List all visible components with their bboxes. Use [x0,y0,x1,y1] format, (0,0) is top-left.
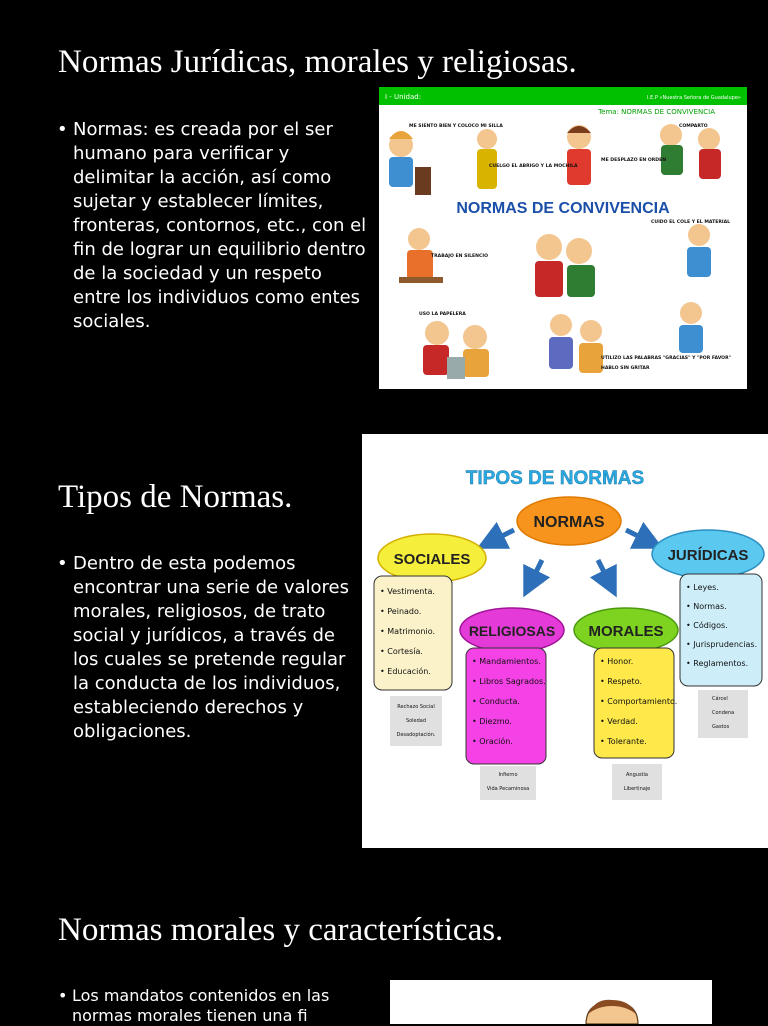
religiosas-item: Libros Sagrados. [479,677,546,686]
child-head-icon [586,1000,638,1024]
slide-2-bullet-text: Dentro de esta podemos encontrar una serie de valores morales, religiosos, de trato social y jurídicos, a través de los cuales se pretende regular la conducta de los individuos, estableciendo derechos y obligaciones. [73,553,350,742]
svg-text:• Matrimonio.: • Matrimonio. [380,627,435,636]
sociales-item: Peinado. [387,607,422,616]
arrow-sociales [490,530,514,542]
morales-item: Tolerante. [607,737,647,746]
sociales-label: SOCIALES [393,551,471,568]
normas-convivencia-illustration [379,87,747,389]
caption-9: UTILIZO LAS PALABRAS "GRACIAS" Y "POR FAVOR" [601,356,732,361]
normas-root-label: NORMAS [533,514,605,531]
sociales-consequence: Soledad [405,718,427,724]
caption-2: CUELGO EL ABRIGO Y LA MOCHILA [489,164,578,169]
sociales-item: Vestimenta. [387,587,435,596]
morales-item: Respeto. [607,677,642,686]
slide-1-bullet [57,118,371,334]
svg-text:• Reglamentos.: • Reglamentos. [686,659,749,668]
caption-4: COMPARTO [679,124,708,129]
slide-2-title: Tipos de Normas. [58,479,293,515]
sociales-consequence: Desadoptación. [396,732,436,738]
svg-text:• Conducta.: • Conducta. [472,697,520,706]
caption-7: USO LA PAPELERA [419,312,466,317]
morales-item: Verdad. [607,717,638,726]
child-figure-2 [477,129,497,189]
child-figure-7 [687,224,711,277]
slide-3-bullet-line-1: Los mandatos contenidos en las [72,986,330,1005]
religiosas-item: Mandamientos. [479,657,541,666]
convivencia-heading: NORMAS DE CONVIVENCIA [456,200,670,217]
religiosas-consequence: Infierno [498,772,518,778]
child-figure-6 [535,234,595,297]
juridicas-item: Leyes. [693,583,719,592]
normas-morales-image [390,980,712,1024]
morales-item: Honor. [607,657,634,666]
juridicas-item: Reglamentos. [693,659,749,668]
juridicas-item: Normas. [693,602,727,611]
child-figure-9 [549,314,603,373]
svg-text:• Comportamiento.: • Comportamiento. [600,697,678,706]
tema-label: Tema: NORMAS DE CONVIVENCIA [598,108,715,116]
bullet-dot: • [57,119,68,140]
normas-morales-illustration [390,980,712,1024]
svg-text:• Códigos.: • Códigos. [686,621,728,630]
unit-label: I - Unidad: [385,93,422,101]
slide-1-bullet-text: Normas: es creada por el ser humano para verificar y delimitar la acción, así como sujetar y establecer límites, fronteras, contornos, etc., con el fin de lograr un equilibrio dentro de la sociedad y un respeto entre los individuos como entes sociales. [73,119,367,332]
svg-text:• Diezmo.: • Diezmo. [472,717,512,726]
arrow-juridicas [626,530,650,542]
svg-text:• Honor.: • Honor. [600,657,634,666]
caption-1: ME SIENTO BIEN Y COLOCO MI SILLA [409,124,503,129]
normas-convivencia-image [379,87,747,389]
svg-text:• Mandamientos.: • Mandamientos. [472,657,541,666]
religiosas-label: RELIGIOSAS [468,623,556,639]
religiosas-item: Conducta. [479,697,520,706]
bullet-dot: • [57,553,68,574]
svg-text:• Cortesía.: • Cortesía. [380,647,423,656]
tipos-de-normas-diagram [362,434,768,848]
svg-text:• Normas.: • Normas. [686,602,727,611]
slide-2-bullet [57,552,365,744]
juridicas-label: JURÍDICAS [667,547,749,564]
child-figure-3 [567,125,591,185]
arrow-morales [598,560,610,584]
svg-text:• Libros Sagrados.: • Libros Sagrados. [472,677,546,686]
slide-3-title: Normas morales y características. [58,912,504,948]
child-figure-1 [389,131,431,195]
svg-text:• Jurisprudencias.: • Jurisprudencias. [686,640,758,649]
morales-consequence: Libertinaje [623,786,651,792]
caption-3: ME DESPLAZO EN ORDEN [601,158,667,163]
caption-5: TRABAJO EN SILENCIO [431,254,488,259]
religiosas-item: Oración. [479,737,513,746]
caption-6: CUIDO EL COLE Y EL MATERIAL [651,220,731,225]
morales-label: MORALES [588,623,664,640]
morales-consequence: Angustia [626,772,648,778]
child-figure-4 [660,124,721,179]
caption-8: HABLO SIN GRITAR [601,366,650,371]
sociales-item: Matrimonio. [387,627,435,636]
svg-text:• Tolerante.: • Tolerante. [600,737,647,746]
juridicas-item: Jurisprudencias. [693,640,758,649]
school-label: I.E.P «Nuestra Señora de Guadalupe» [647,95,741,101]
child-figure-8 [423,321,489,379]
morales-item: Comportamiento. [607,697,678,706]
svg-text:• Educación.: • Educación. [380,667,431,676]
religiosas-consequence: Vida Pecaminosa [486,786,530,792]
juridicas-item: Códigos. [693,621,728,630]
sociales-item: Educación. [387,667,431,676]
bullet-dot: • [58,986,68,1005]
juridicas-consequence: Gastos [712,724,730,730]
svg-text:• Leyes.: • Leyes. [686,583,719,592]
svg-text:• Vestimenta.: • Vestimenta. [380,587,435,596]
diagram-heading: TIPOS DE NORMAS [465,468,645,489]
svg-text:• Oración.: • Oración. [472,737,513,746]
tipos-de-normas-svg [362,434,768,848]
arrow-religiosas [530,560,542,584]
svg-text:• Verdad.: • Verdad. [600,717,638,726]
sociales-item: Cortesía. [387,647,423,656]
slide-1-title: Normas Jurídicas, morales y religiosas. [58,44,577,80]
slide-3-bullet-line-2: normas morales tienen una fi [72,1006,308,1025]
religiosas-item: Diezmo. [479,717,512,726]
morales-consequences-box [612,764,662,800]
slide-3-bullet [58,986,372,1026]
juridicas-consequence: Cárcel [712,696,728,702]
juridicas-consequence: Condena [712,710,735,716]
svg-text:• Peinado.: • Peinado. [380,607,422,616]
sociales-consequence: Rechazo Social [397,704,435,710]
child-figure-10 [679,302,703,353]
svg-text:• Respeto.: • Respeto. [600,677,642,686]
